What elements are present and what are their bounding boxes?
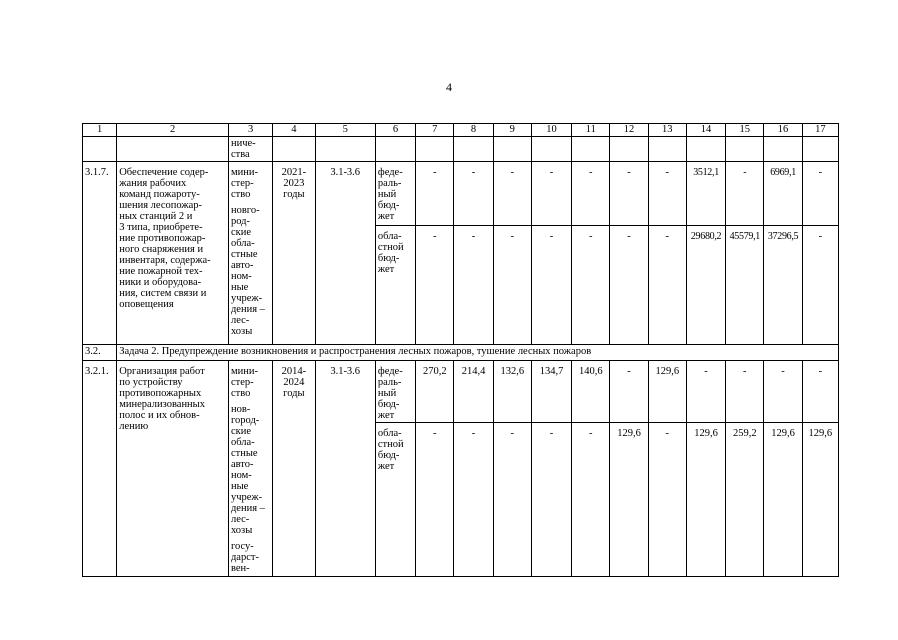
value-cell: - — [802, 162, 838, 226]
col-header: 16 — [764, 124, 802, 137]
col-header: 10 — [531, 124, 571, 137]
table-row — [83, 361, 839, 423]
col-header: 8 — [454, 124, 493, 137]
executor-state: госу- дарст- вен- — [230, 541, 259, 574]
value-cell: 129,6 — [802, 423, 838, 577]
value-cell: - — [416, 423, 454, 577]
funding-source: обла- стной бюд- жет — [375, 423, 415, 577]
col-header: 1 — [83, 124, 117, 137]
executor-cell — [228, 162, 272, 345]
col-header: 9 — [493, 124, 531, 137]
task-row — [83, 345, 839, 361]
funding-source: феде- раль- ный бюд- жет — [375, 361, 415, 423]
value-cell: 259,2 — [726, 423, 764, 577]
value-cell: 37296,5 — [764, 226, 802, 345]
value-cell: - — [454, 423, 493, 577]
value-cell: - — [802, 361, 838, 423]
value-cell: - — [802, 226, 838, 345]
value-cell: 45579,1 — [726, 226, 764, 345]
value-cell: - — [686, 361, 725, 423]
executor-cell — [228, 361, 272, 577]
value-cell: - — [572, 226, 610, 345]
value-cell: - — [416, 226, 454, 345]
value-cell: - — [454, 162, 493, 226]
value-cell: 129,6 — [686, 423, 725, 577]
executor-institutions: новго- род- ские обла- стные авто- ном- ные учреж- дения – лес- хозы — [230, 205, 265, 337]
value-cell: - — [726, 361, 764, 423]
row-number: 3.2.1. — [83, 361, 117, 577]
activity-name: Организация работ по устройству противопожарных минерализованных полос и их обнов- лению — [117, 361, 229, 577]
funding-source: феде- раль- ный бюд- жет — [375, 162, 415, 226]
program-table — [82, 123, 839, 577]
value-cell: 129,6 — [648, 361, 686, 423]
col-header: 11 — [572, 124, 610, 137]
value-cell: - — [648, 162, 686, 226]
value-cell: - — [493, 423, 531, 577]
value-cell: - — [610, 226, 648, 345]
value-cell: - — [726, 162, 764, 226]
value-cell: 129,6 — [764, 423, 802, 577]
header-row — [83, 124, 839, 137]
continuation-row — [83, 137, 839, 162]
value-cell: - — [572, 162, 610, 226]
value-cell: - — [493, 226, 531, 345]
col-header: 3 — [228, 124, 272, 137]
col-header: 15 — [726, 124, 764, 137]
target-indicators: 3.1-3.6 — [315, 162, 375, 345]
row-number: 3.2. — [83, 345, 117, 361]
value-cell: - — [648, 423, 686, 577]
value-cell: 214,4 — [454, 361, 493, 423]
value-cell: 134,7 — [531, 361, 571, 423]
value-cell: - — [416, 162, 454, 226]
col-header: 6 — [375, 124, 415, 137]
value-cell: 3512,1 — [686, 162, 725, 226]
period-cell: 2021- 2023 годы — [273, 162, 315, 345]
executor-institutions: нов- город- ские обла- стные авто- ном- ные учреж- дения – лес- хозы — [230, 404, 265, 536]
row-number: 3.1.7. — [83, 162, 117, 345]
value-cell: - — [493, 162, 531, 226]
value-cell: 140,6 — [572, 361, 610, 423]
period-cell: 2014- 2024 годы — [273, 361, 315, 577]
col-header: 14 — [686, 124, 725, 137]
value-cell: - — [610, 162, 648, 226]
value-cell: 270,2 — [416, 361, 454, 423]
page-number: 4 — [446, 80, 452, 94]
activity-name: Обеспечение содер- жания рабочих команд пожароту- шения лесопожар- ных станций 2 и 3 типа, приобрете- ние противопожар- ного снаряжения и инвентаря, содержа- ние пожарной тех- ники и оборудова- ния, систем связи и оповещения — [117, 162, 229, 345]
value-cell: - — [531, 423, 571, 577]
executor-cell: ниче- ства — [228, 137, 272, 162]
value-cell: - — [610, 361, 648, 423]
col-header: 4 — [273, 124, 315, 137]
value-cell: 29680,2 — [686, 226, 725, 345]
value-cell: - — [454, 226, 493, 345]
target-indicators: 3.1-3.6 — [315, 361, 375, 577]
col-header: 7 — [416, 124, 454, 137]
executor-ministry: мини- стер- ство — [230, 167, 258, 200]
col-header: 12 — [610, 124, 648, 137]
task-title: Задача 2. Предупреждение возникновения и распространения лесных пожаров, тушение лесных пожаров — [117, 345, 839, 361]
col-header: 2 — [117, 124, 229, 137]
value-cell: 129,6 — [610, 423, 648, 577]
value-cell: - — [531, 226, 571, 345]
value-cell: - — [531, 162, 571, 226]
value-cell: - — [648, 226, 686, 345]
col-header: 13 — [648, 124, 686, 137]
col-header: 5 — [315, 124, 375, 137]
executor-ministry: мини- стер- ство — [230, 366, 258, 399]
funding-source: обла- стной бюд- жет — [375, 226, 415, 345]
value-cell: 132,6 — [493, 361, 531, 423]
value-cell: - — [572, 423, 610, 577]
col-header: 17 — [802, 124, 838, 137]
value-cell: - — [764, 361, 802, 423]
value-cell: 6969,1 — [764, 162, 802, 226]
table-row — [83, 162, 839, 226]
